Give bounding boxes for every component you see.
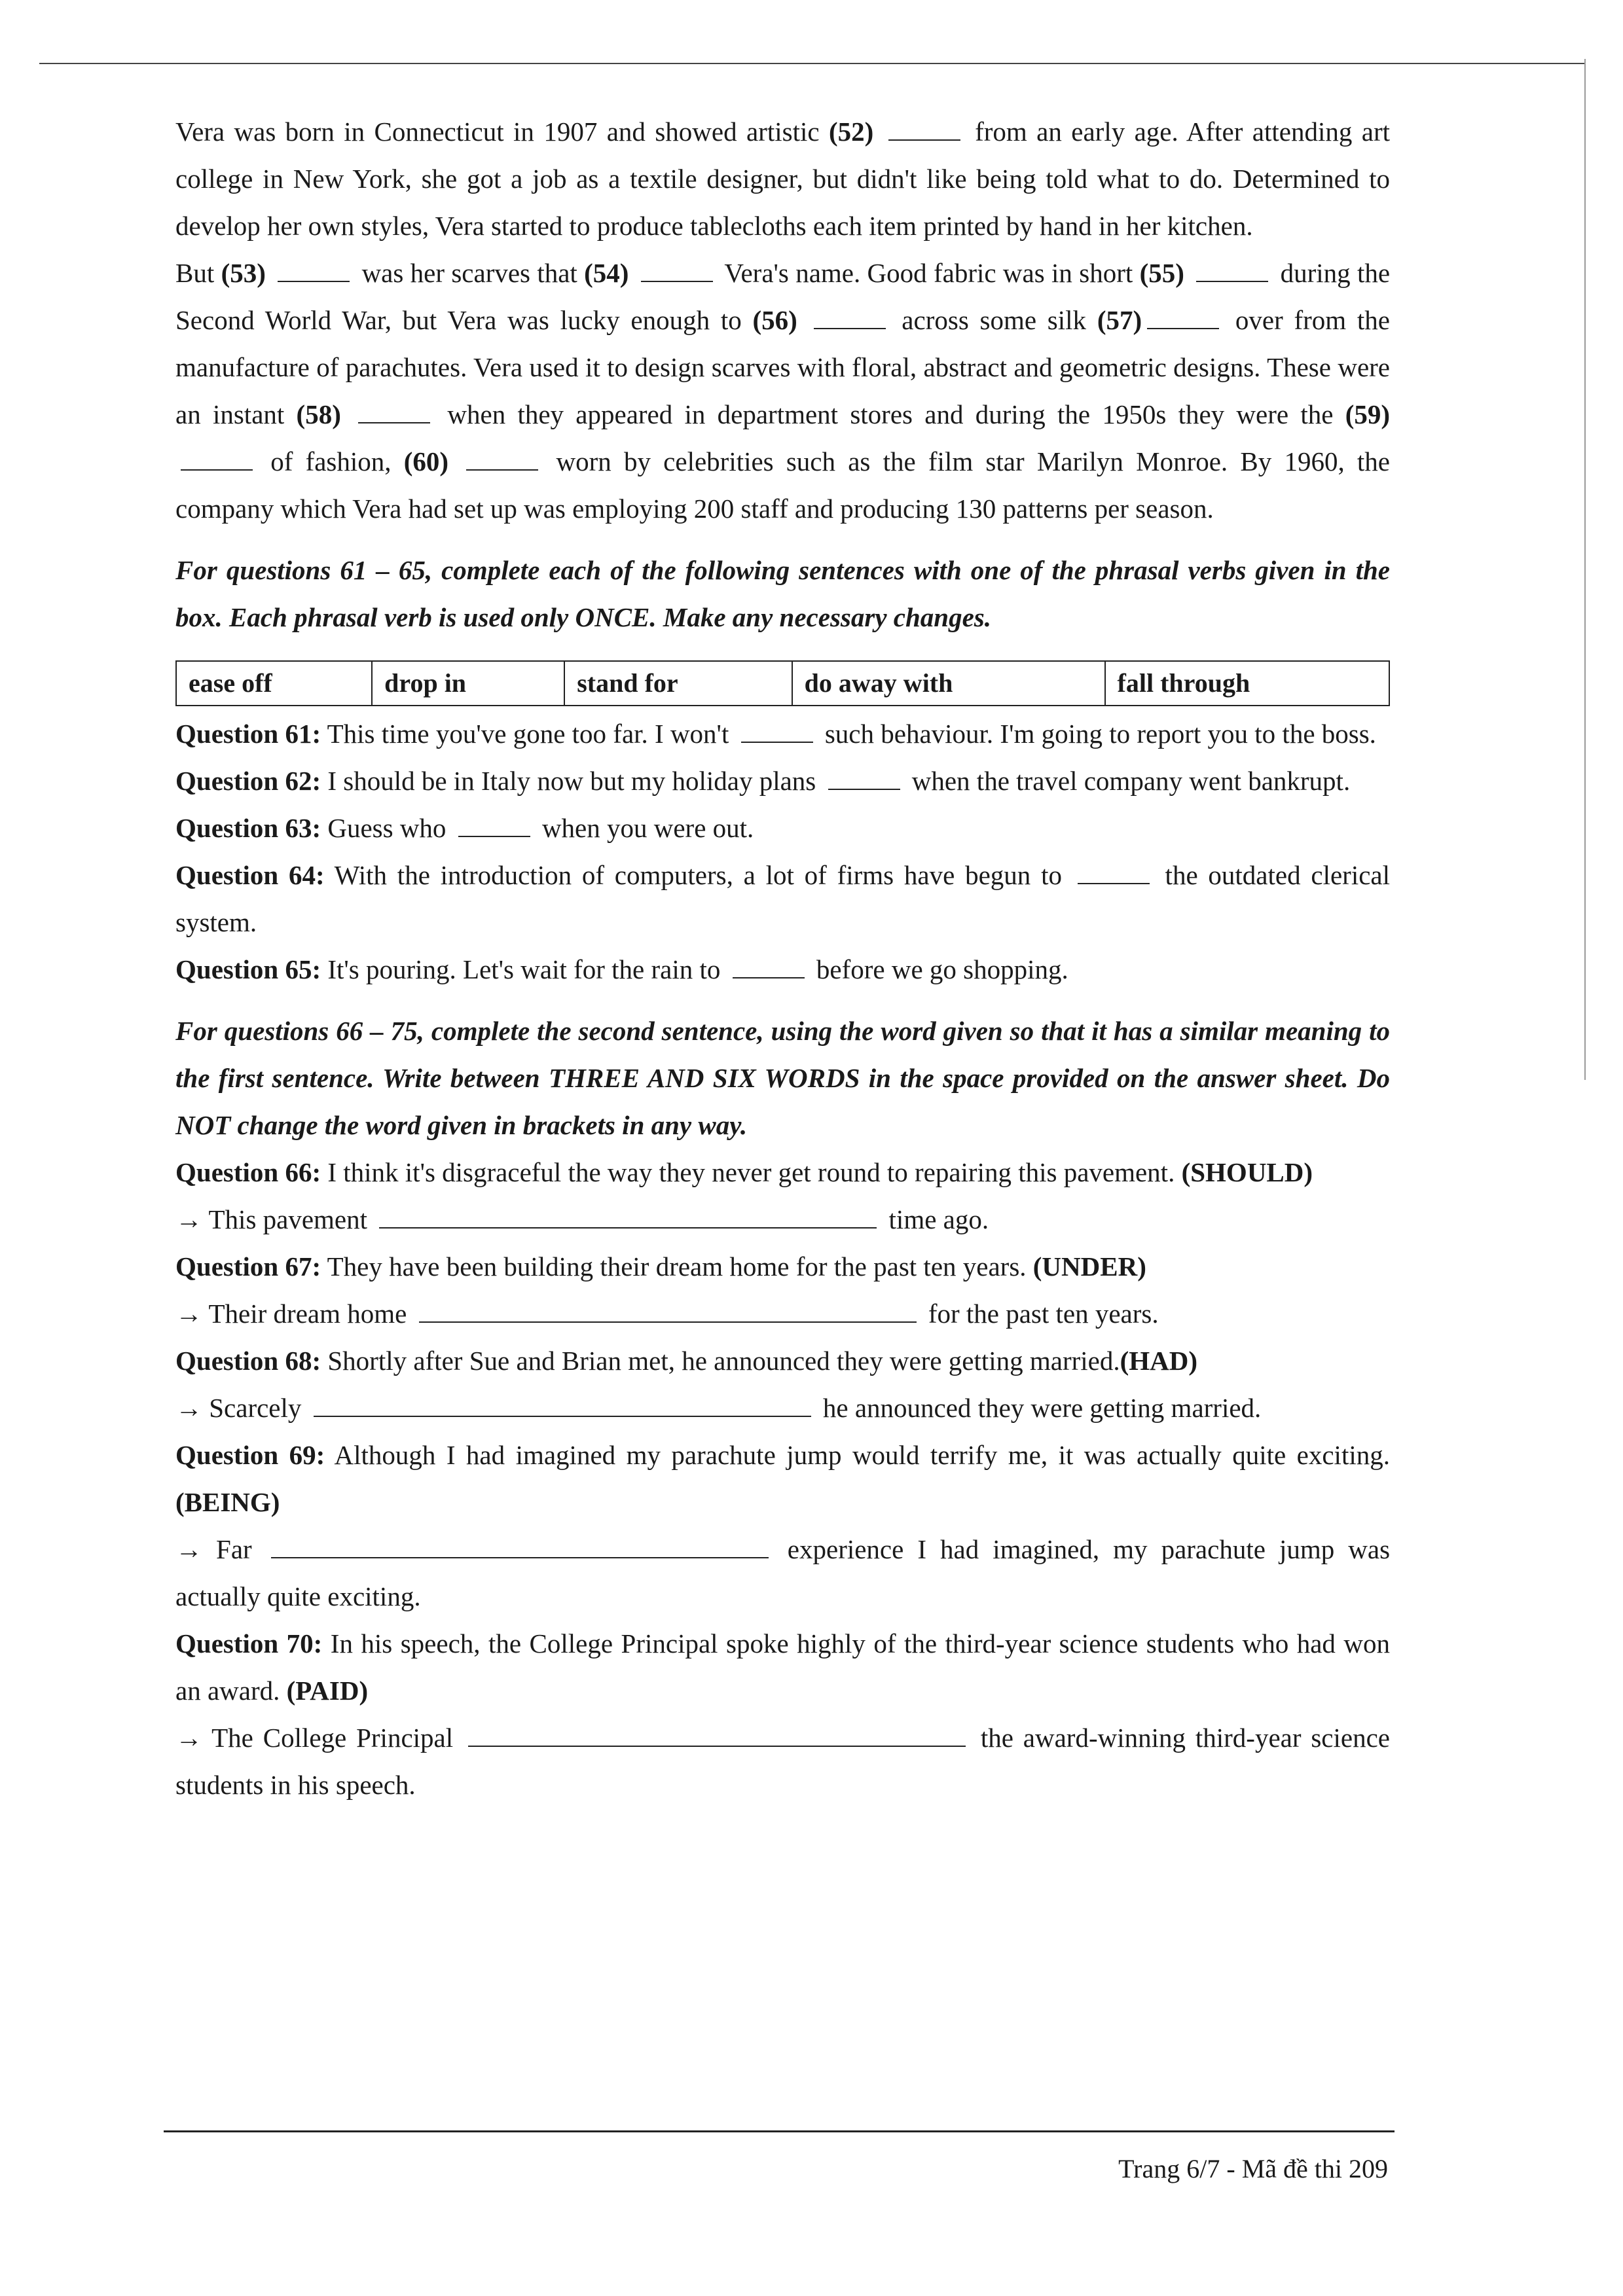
blank-number-52: (52) xyxy=(828,117,874,147)
phrasal-verb-fall-through: fall through xyxy=(1105,661,1389,706)
key-word-being: (BEING) xyxy=(175,1487,280,1517)
passage-paragraph-1: Vera was born in Connecticut in 1907 and showed artistic (52) from an early age. After attending art college in New York, she got a job as a textile designer, but didn't like being told what to do. Determined to develop her own styles, Vera started to produce tablecloths each item printed by hand in her kitchen. xyxy=(175,117,1391,241)
answer-blank-62[interactable] xyxy=(828,766,900,790)
phrasal-verb-drop-in: drop in xyxy=(372,661,564,706)
answer-line-67: → Their dream home for the past ten years. xyxy=(175,1299,1159,1329)
answer-blank-68[interactable] xyxy=(314,1393,811,1417)
question-67: Question 67: They have been building their dream home for the past ten years. (UNDER) xyxy=(175,1251,1146,1282)
blank-55[interactable] xyxy=(1196,259,1268,282)
arrow-icon: → xyxy=(175,1204,202,1234)
exam-page-content xyxy=(175,108,1390,1808)
blank-number-53: (53) xyxy=(221,258,266,288)
blank-number-59: (59) xyxy=(1345,399,1390,429)
question-62: Question 62: I should be in Italy now but my holiday plans when the travel company went bankrupt. xyxy=(175,766,1351,796)
answer-line-70: → The College Principal the award-winning third-year science students in his speech. xyxy=(175,1723,1390,1800)
key-word-paid: (PAID) xyxy=(286,1676,369,1706)
answer-line-69: → Far experience I had imagined, my parachute jump was actually quite exciting. xyxy=(175,1534,1391,1611)
phrasal-verb-ease-off: ease off xyxy=(176,661,372,706)
question-63: Question 63: Guess who when you were out. xyxy=(175,813,754,843)
question-70: Question 70: In his speech, the College Principal spoke highly of the third-year science students who had won an award. (PAID) xyxy=(175,1628,1390,1706)
instruction-61-65: For questions 61 – 65, complete each of the following sentences with one of the phrasal verbs given in the box. Each phrasal verb is used only ONCE. Make any necessary changes. xyxy=(175,555,1390,632)
blank-58[interactable] xyxy=(358,400,430,423)
answer-blank-61[interactable] xyxy=(741,719,813,743)
phrasal-verb-stand-for: stand for xyxy=(564,661,792,706)
answer-blank-69[interactable] xyxy=(271,1535,769,1558)
blank-59[interactable] xyxy=(181,447,253,471)
question-61: Question 61: This time you've gone too far. I won't such behaviour. I'm going to report you to the boss. xyxy=(175,719,1376,749)
phrasal-verb-box xyxy=(175,660,1390,706)
page-footer: Trang 6/7 - Mã đề thi 209 xyxy=(1118,2154,1388,2183)
blank-number-58: (58) xyxy=(296,399,341,429)
answer-blank-70[interactable] xyxy=(468,1723,966,1747)
arrow-icon: → xyxy=(175,1299,202,1329)
top-rule xyxy=(39,63,1584,64)
answer-blank-66[interactable] xyxy=(379,1205,877,1229)
key-word-should: (SHOULD) xyxy=(1181,1157,1313,1187)
blank-60[interactable] xyxy=(466,447,538,471)
blank-56[interactable] xyxy=(814,306,886,329)
answer-blank-67[interactable] xyxy=(419,1299,917,1323)
blank-53[interactable] xyxy=(278,259,350,282)
blank-54[interactable] xyxy=(641,259,713,282)
blank-number-55: (55) xyxy=(1139,258,1184,288)
question-68: Question 68: Shortly after Sue and Brian met, he announced they were getting married.(HAD) xyxy=(175,1346,1198,1376)
scan-edge xyxy=(1584,59,1586,1080)
blank-number-57: (57) xyxy=(1097,305,1142,335)
question-66: Question 66: I think it's disgraceful the way they never get round to repairing this pavement. (SHOULD) xyxy=(175,1157,1313,1187)
blank-number-54: (54) xyxy=(584,258,629,288)
question-64: Question 64: With the introduction of computers, a lot of firms have begun to the outdated clerical system. xyxy=(175,860,1390,937)
blank-number-60: (60) xyxy=(403,446,449,476)
blank-57[interactable] xyxy=(1147,306,1219,329)
answer-line-68: → Scarcely he announced they were getting married. xyxy=(175,1393,1262,1423)
question-69: Question 69: Although I had imagined my parachute jump would terrify me, it was actually quite exciting. (BEING) xyxy=(175,1440,1390,1517)
question-65: Question 65: It's pouring. Let's wait for the rain to before we go shopping. xyxy=(175,954,1068,984)
answer-blank-64[interactable] xyxy=(1078,861,1150,884)
key-word-under: (UNDER) xyxy=(1032,1251,1146,1282)
blank-52[interactable] xyxy=(888,117,960,141)
answer-line-66: → This pavement time ago. xyxy=(175,1204,989,1234)
footer-rule xyxy=(164,2130,1395,2132)
arrow-icon: → xyxy=(175,1393,202,1423)
instruction-66-75: For questions 66 – 75, complete the second sentence, using the word given so that it has a similar meaning to the first sentence. Write between THREE AND SIX WORDS in the space provided on the answer sheet. Do NOT change the word given in brackets in any way. xyxy=(175,1016,1390,1140)
key-word-had: (HAD) xyxy=(1120,1346,1198,1376)
blank-number-56: (56) xyxy=(752,305,797,335)
answer-blank-65[interactable] xyxy=(733,955,805,978)
arrow-icon: → xyxy=(175,1534,202,1564)
phrasal-verb-do-away-with: do away with xyxy=(792,661,1105,706)
arrow-icon: → xyxy=(175,1723,202,1753)
answer-blank-63[interactable] xyxy=(458,814,530,837)
passage-paragraph-2: But (53) was her scarves that (54) Vera's name. Good fabric was in short (55) during the Second World War, but Vera was lucky enough to (56) across some silk (57) over from the manufacture of parachutes. Vera used it to design scarves with floral, abstract and geometric designs. These were an instant (58) when they appeared in department stores and during the 1950s they were the (59) of fashion, (60) worn by celebrities such as the film star Marilyn Monroe. By 1960, the company which Vera had set up was employing 200 staff and producing 130 patterns per season. xyxy=(175,258,1391,524)
